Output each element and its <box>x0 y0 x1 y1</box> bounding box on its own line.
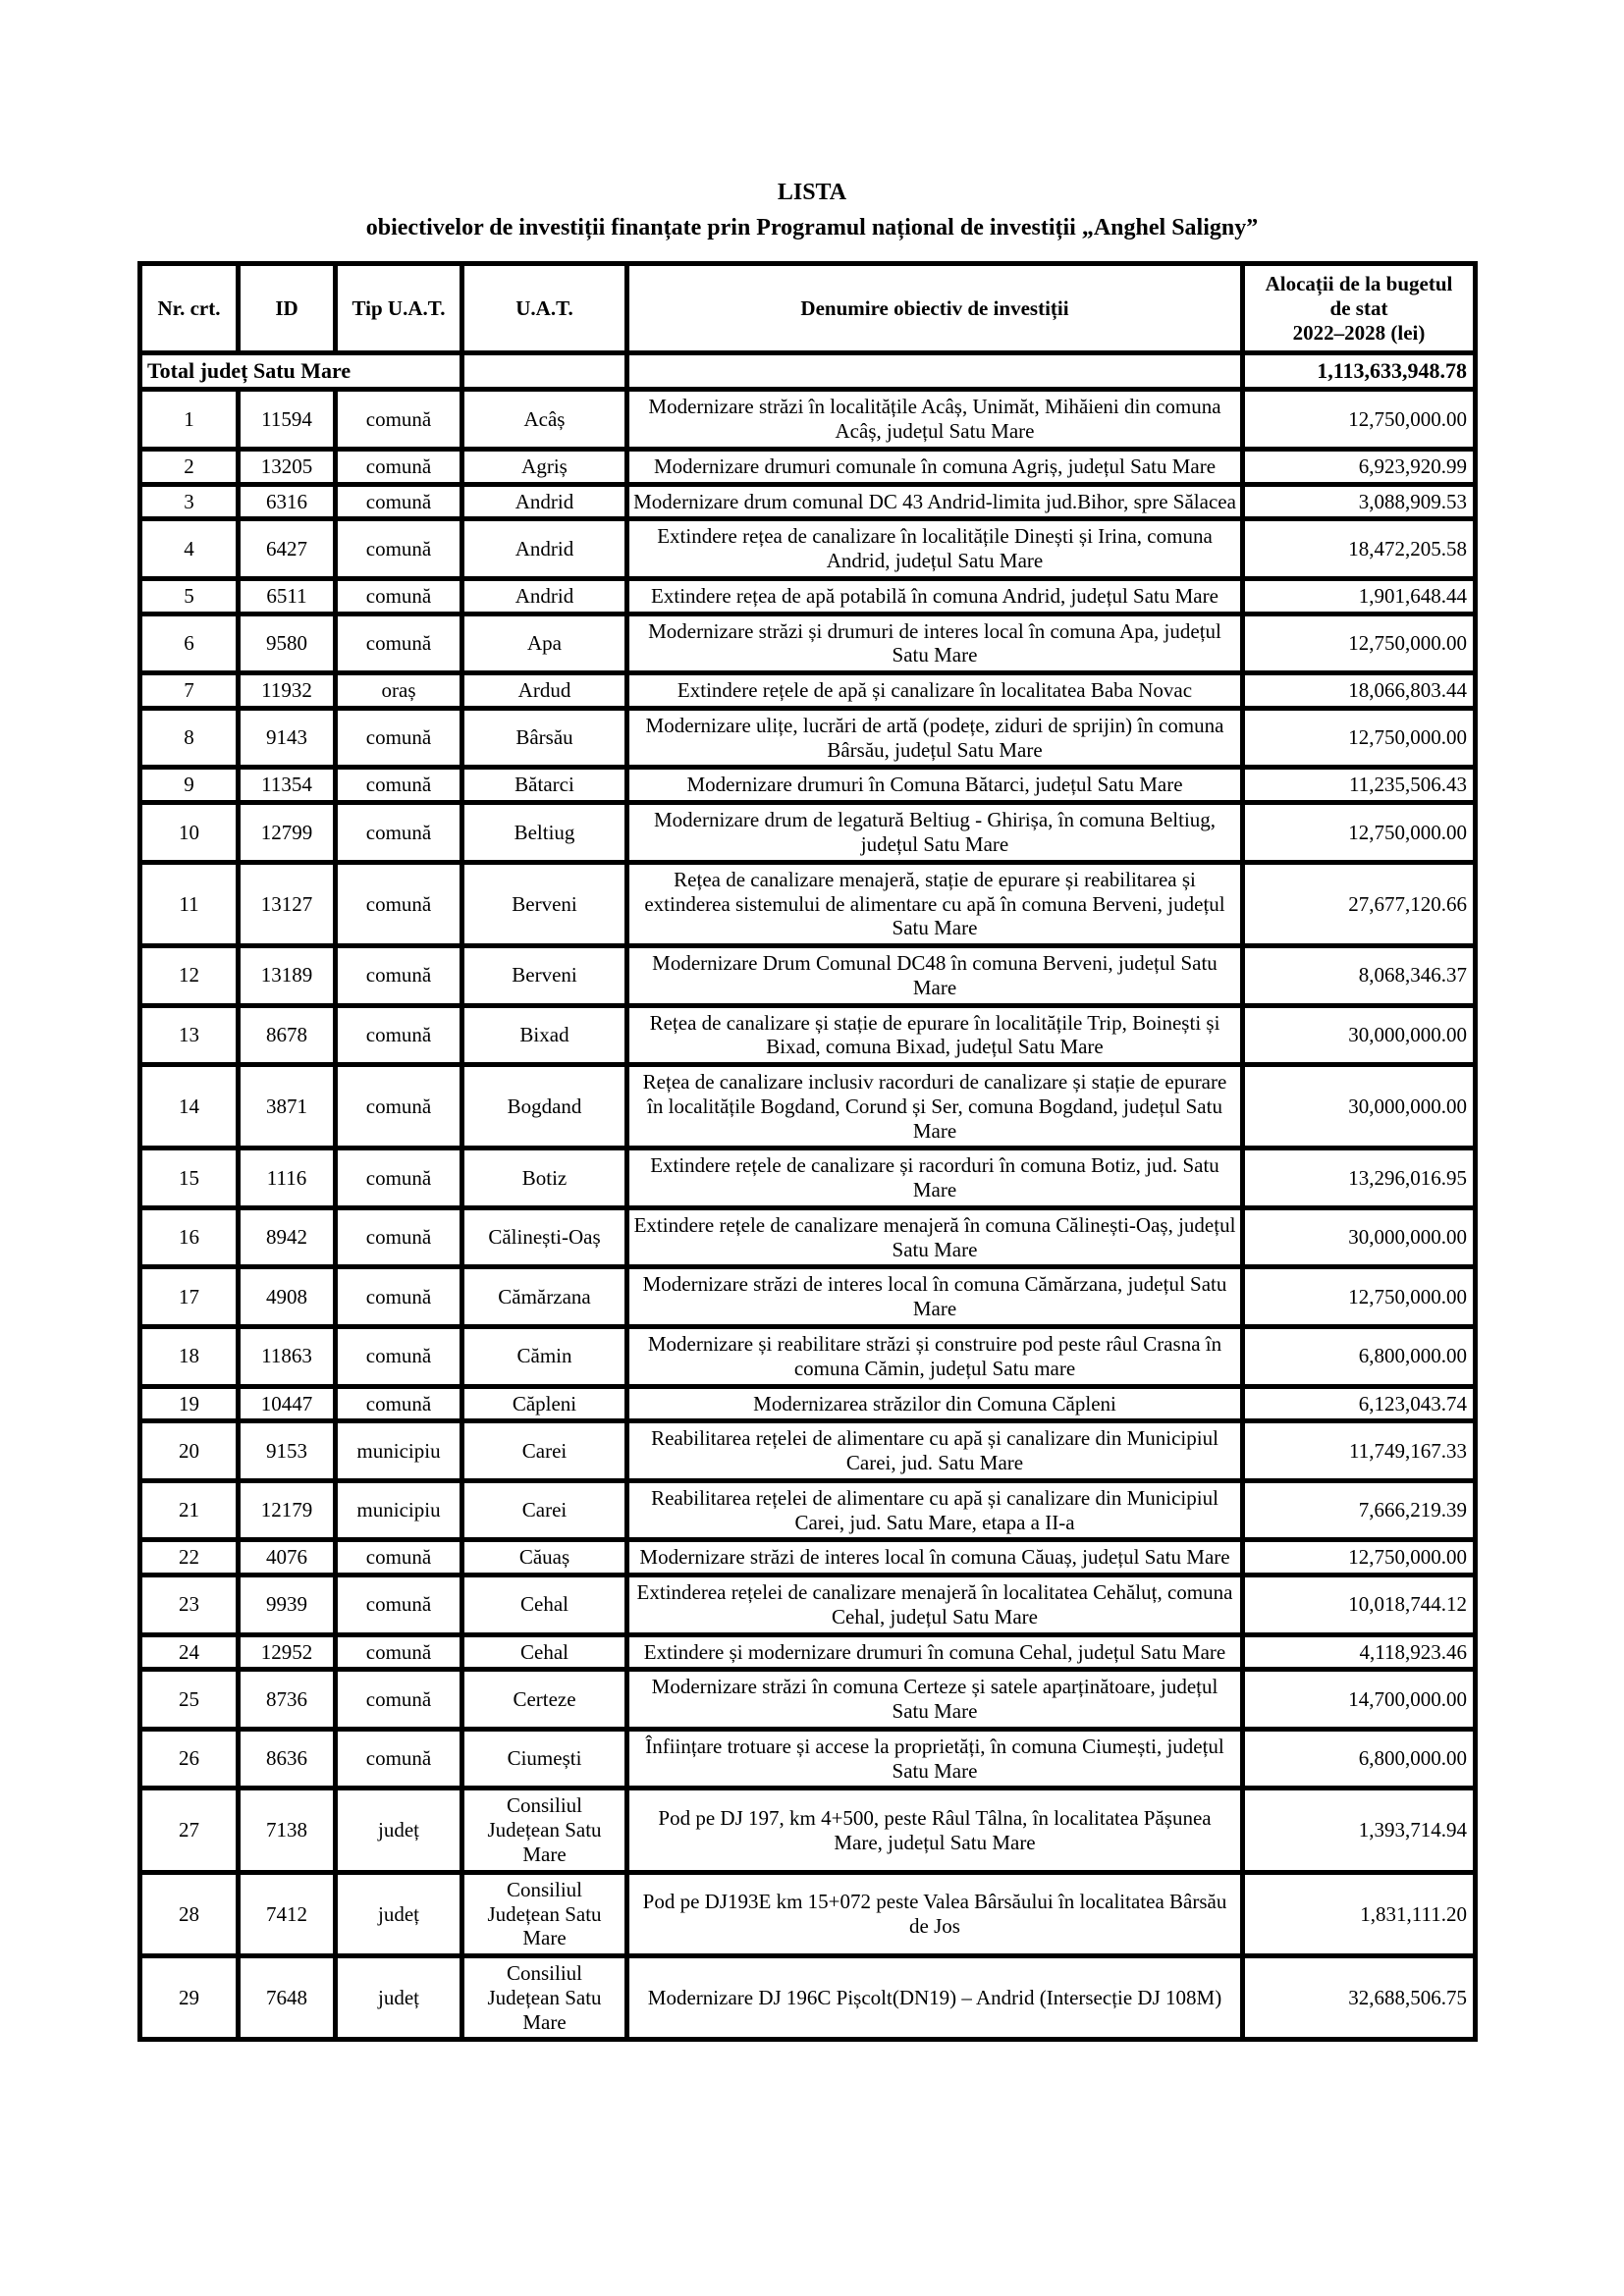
cell-amount: 10,018,744.12 <box>1243 1575 1476 1635</box>
cell-denumire: Modernizarea străzilor din Comuna Căpleni <box>627 1386 1243 1421</box>
cell-denumire: Extindere și modernizare drumuri în comuna Cehal, județul Satu Mare <box>627 1634 1243 1670</box>
cell-denumire: Extindere rețea de apă potabilă în comuna Andrid, județul Satu Mare <box>627 578 1243 614</box>
cell-id: 9580 <box>239 614 336 673</box>
cell-uat: Bixad <box>462 1005 627 1065</box>
cell-uat: Călinești-Oaș <box>462 1207 627 1267</box>
investments-table <box>137 261 1478 2042</box>
cell-uat: Certeze <box>462 1670 627 1730</box>
header-nr-crt: Nr. crt. <box>140 264 239 353</box>
cell-denumire: Rețea de canalizare și stație de epurare în localitățile Trip, Boinești și Bixad, comuna Bixad, județul Satu Mare <box>627 1005 1243 1065</box>
cell-denumire: Modernizare străzi și drumuri de interes local în comuna Apa, județul Satu Mare <box>627 614 1243 673</box>
cell-tip-uat: comună <box>336 862 462 945</box>
cell-tip-uat: municipiu <box>336 1480 462 1540</box>
cell-denumire: Reabilitarea rețelei de alimentare cu apă și canalizare din Municipiul Carei, jud. Satu Mare <box>627 1421 1243 1481</box>
cell-id: 7648 <box>239 1956 336 2040</box>
cell-amount: 6,800,000.00 <box>1243 1326 1476 1386</box>
cell-amount: 11,235,506.43 <box>1243 768 1476 803</box>
cell-tip-uat: comună <box>336 1670 462 1730</box>
cell-denumire: Extindere rețele de canalizare și racorduri în comuna Botiz, jud. Satu Mare <box>627 1148 1243 1208</box>
cell-amount: 30,000,000.00 <box>1243 1207 1476 1267</box>
cell-tip-uat: comună <box>336 519 462 579</box>
cell-tip-uat: municipiu <box>336 1421 462 1481</box>
total-label: Total județ Satu Mare <box>140 353 462 390</box>
cell-amount: 12,750,000.00 <box>1243 1267 1476 1327</box>
cell-id: 9143 <box>239 708 336 768</box>
cell-nr: 17 <box>140 1267 239 1327</box>
cell-tip-uat: comună <box>336 1005 462 1065</box>
table-row <box>140 614 1476 673</box>
cell-id: 11932 <box>239 673 336 709</box>
header-denumire: Denumire obiectiv de investiții <box>627 264 1243 353</box>
cell-id: 6427 <box>239 519 336 579</box>
table-row <box>140 1729 1476 1789</box>
cell-tip-uat: comună <box>336 1207 462 1267</box>
table-row <box>140 1670 1476 1730</box>
cell-denumire: Extindere rețele de canalizare menajeră în comuna Călinești-Oaș, județul Satu Mare <box>627 1207 1243 1267</box>
cell-id: 13189 <box>239 946 336 1006</box>
cell-nr: 26 <box>140 1729 239 1789</box>
cell-uat: Carei <box>462 1480 627 1540</box>
cell-uat: Căpleni <box>462 1386 627 1421</box>
cell-amount: 30,000,000.00 <box>1243 1005 1476 1065</box>
cell-nr: 7 <box>140 673 239 709</box>
table-row <box>140 673 1476 709</box>
cell-tip-uat: județ <box>336 1789 462 1872</box>
cell-denumire: Înființare trotuare și accese la proprietăți, în comuna Ciumești, județul Satu Mare <box>627 1729 1243 1789</box>
cell-uat: Căuaș <box>462 1540 627 1575</box>
table-row <box>140 803 1476 863</box>
cell-tip-uat: comună <box>336 1148 462 1208</box>
table-row <box>140 578 1476 614</box>
cell-uat: Berveni <box>462 862 627 945</box>
table-row <box>140 1386 1476 1421</box>
cell-nr: 8 <box>140 708 239 768</box>
cell-uat: Cămărzana <box>462 1267 627 1327</box>
table-row <box>140 1480 1476 1540</box>
cell-denumire: Modernizare drumuri comunale în comuna Agriș, județul Satu Mare <box>627 449 1243 484</box>
cell-amount: 12,750,000.00 <box>1243 390 1476 450</box>
cell-id: 4908 <box>239 1267 336 1327</box>
cell-amount: 11,749,167.33 <box>1243 1421 1476 1481</box>
cell-tip-uat: comună <box>336 1065 462 1148</box>
cell-tip-uat: comună <box>336 708 462 768</box>
cell-nr: 28 <box>140 1872 239 1955</box>
cell-tip-uat: comună <box>336 614 462 673</box>
cell-nr: 20 <box>140 1421 239 1481</box>
cell-id: 8636 <box>239 1729 336 1789</box>
cell-id: 12179 <box>239 1480 336 1540</box>
cell-tip-uat: comună <box>336 1540 462 1575</box>
cell-nr: 11 <box>140 862 239 945</box>
cell-id: 7138 <box>239 1789 336 1872</box>
table-row <box>140 1065 1476 1148</box>
cell-amount: 6,123,043.74 <box>1243 1386 1476 1421</box>
cell-tip-uat: comună <box>336 1386 462 1421</box>
cell-denumire: Modernizare străzi de interes local în comuna Cămărzana, județul Satu Mare <box>627 1267 1243 1327</box>
cell-uat: Bătarci <box>462 768 627 803</box>
total-row <box>140 353 1476 390</box>
cell-nr: 13 <box>140 1005 239 1065</box>
cell-uat: Ardud <box>462 673 627 709</box>
total-empty-uat <box>462 353 627 390</box>
cell-tip-uat: comună <box>336 1634 462 1670</box>
header-uat: U.A.T. <box>462 264 627 353</box>
cell-denumire: Modernizare Drum Comunal DC48 în comuna Berveni, județul Satu Mare <box>627 946 1243 1006</box>
total-empty-denumire <box>627 353 1243 390</box>
cell-nr: 18 <box>140 1326 239 1386</box>
cell-nr: 22 <box>140 1540 239 1575</box>
cell-tip-uat: comună <box>336 484 462 519</box>
cell-id: 9153 <box>239 1421 336 1481</box>
cell-amount: 12,750,000.00 <box>1243 708 1476 768</box>
table-row <box>140 1267 1476 1327</box>
cell-id: 11354 <box>239 768 336 803</box>
cell-id: 8736 <box>239 1670 336 1730</box>
table-row <box>140 390 1476 450</box>
cell-id: 8942 <box>239 1207 336 1267</box>
table-row <box>140 1540 1476 1575</box>
cell-uat: Acâș <box>462 390 627 450</box>
cell-uat: Consiliul Județean Satu Mare <box>462 1789 627 1872</box>
cell-denumire: Modernizare străzi de interes local în comuna Căuaș, județul Satu Mare <box>627 1540 1243 1575</box>
cell-amount: 30,000,000.00 <box>1243 1065 1476 1148</box>
cell-nr: 2 <box>140 449 239 484</box>
cell-nr: 3 <box>140 484 239 519</box>
cell-amount: 6,923,920.99 <box>1243 449 1476 484</box>
cell-id: 11594 <box>239 390 336 450</box>
cell-nr: 4 <box>140 519 239 579</box>
cell-uat: Andrid <box>462 484 627 519</box>
cell-nr: 21 <box>140 1480 239 1540</box>
table-row <box>140 484 1476 519</box>
cell-tip-uat: comună <box>336 1267 462 1327</box>
cell-uat: Botiz <box>462 1148 627 1208</box>
header-alocatii-line-3: 2022–2028 (lei) <box>1292 320 1426 345</box>
cell-uat: Cămin <box>462 1326 627 1386</box>
cell-uat: Consiliul Județean Satu Mare <box>462 1872 627 1955</box>
cell-tip-uat: județ <box>336 1956 462 2040</box>
cell-amount: 8,068,346.37 <box>1243 946 1476 1006</box>
cell-tip-uat: comună <box>336 1326 462 1386</box>
cell-nr: 12 <box>140 946 239 1006</box>
cell-uat: Andrid <box>462 578 627 614</box>
table-row <box>140 1956 1476 2040</box>
table-row <box>140 1326 1476 1386</box>
cell-id: 8678 <box>239 1005 336 1065</box>
cell-id: 12952 <box>239 1634 336 1670</box>
cell-uat: Carei <box>462 1421 627 1481</box>
cell-amount: 6,800,000.00 <box>1243 1729 1476 1789</box>
table-row <box>140 1789 1476 1872</box>
cell-tip-uat: comună <box>336 1575 462 1635</box>
cell-id: 3871 <box>239 1065 336 1148</box>
cell-denumire: Reabilitarea rețelei de alimentare cu apă și canalizare din Municipiul Carei, jud. Satu Mare, etapa a II-a <box>627 1480 1243 1540</box>
cell-uat: Berveni <box>462 946 627 1006</box>
cell-nr: 5 <box>140 578 239 614</box>
cell-uat: Bârsău <box>462 708 627 768</box>
cell-nr: 6 <box>140 614 239 673</box>
table-row <box>140 708 1476 768</box>
header-id: ID <box>239 264 336 353</box>
cell-uat: Andrid <box>462 519 627 579</box>
cell-uat: Cehal <box>462 1575 627 1635</box>
cell-tip-uat: oraș <box>336 673 462 709</box>
cell-id: 7412 <box>239 1872 336 1955</box>
cell-nr: 10 <box>140 803 239 863</box>
cell-amount: 12,750,000.00 <box>1243 1540 1476 1575</box>
cell-id: 9939 <box>239 1575 336 1635</box>
cell-amount: 32,688,506.75 <box>1243 1956 1476 2040</box>
table-row <box>140 1634 1476 1670</box>
cell-nr: 23 <box>140 1575 239 1635</box>
cell-denumire: Modernizare străzi în localitățile Acâș, Unimăt, Mihăieni din comuna Acâș, județul Satu Mare <box>627 390 1243 450</box>
cell-id: 11863 <box>239 1326 336 1386</box>
table-row <box>140 519 1476 579</box>
cell-denumire: Extinderea rețelei de canalizare menajeră în localitatea Cehăluț, comuna Cehal, județul Satu Mare <box>627 1575 1243 1635</box>
cell-nr: 29 <box>140 1956 239 2040</box>
cell-denumire: Modernizare drumuri în Comuna Bătarci, județul Satu Mare <box>627 768 1243 803</box>
header-alocatii <box>1243 264 1476 353</box>
cell-id: 10447 <box>239 1386 336 1421</box>
cell-nr: 15 <box>140 1148 239 1208</box>
cell-id: 12799 <box>239 803 336 863</box>
cell-denumire: Modernizare ulițe, lucrări de artă (podețe, ziduri de sprijin) în comuna Bârsău, județul Satu Mare <box>627 708 1243 768</box>
cell-id: 6316 <box>239 484 336 519</box>
cell-amount: 3,088,909.53 <box>1243 484 1476 519</box>
cell-uat: Beltiug <box>462 803 627 863</box>
cell-nr: 24 <box>140 1634 239 1670</box>
table-row <box>140 1575 1476 1635</box>
cell-uat: Bogdand <box>462 1065 627 1148</box>
cell-tip-uat: comună <box>336 803 462 863</box>
header-row <box>140 264 1476 353</box>
cell-nr: 19 <box>140 1386 239 1421</box>
total-amount: 1,113,633,948.78 <box>1243 353 1476 390</box>
table-row <box>140 946 1476 1006</box>
table-row <box>140 1005 1476 1065</box>
cell-denumire: Modernizare drum de legatură Beltiug - Ghirișa, în comuna Beltiug, județul Satu Mare <box>627 803 1243 863</box>
cell-nr: 27 <box>140 1789 239 1872</box>
cell-denumire: Pod pe DJ 197, km 4+500, peste Râul Tâlna, în localitatea Pășunea Mare, județul Satu Mare <box>627 1789 1243 1872</box>
cell-tip-uat: comună <box>336 449 462 484</box>
header-alocatii-line-1: Alocații de la bugetul <box>1265 272 1453 295</box>
cell-denumire: Extindere rețea de canalizare în localitățile Dinești și Irina, comuna Andrid, județul Satu Mare <box>627 519 1243 579</box>
cell-nr: 25 <box>140 1670 239 1730</box>
cell-id: 6511 <box>239 578 336 614</box>
title-line-1: LISTA <box>777 180 847 205</box>
cell-amount: 1,831,111.20 <box>1243 1872 1476 1955</box>
cell-tip-uat: județ <box>336 1872 462 1955</box>
cell-amount: 18,472,205.58 <box>1243 519 1476 579</box>
cell-amount: 18,066,803.44 <box>1243 673 1476 709</box>
table-row <box>140 1421 1476 1481</box>
cell-uat: Cehal <box>462 1634 627 1670</box>
cell-denumire: Pod pe DJ193E km 15+072 peste Valea Bârsăului în localitatea Bârsău de Jos <box>627 1872 1243 1955</box>
cell-id: 4076 <box>239 1540 336 1575</box>
cell-uat: Agriș <box>462 449 627 484</box>
table-row <box>140 449 1476 484</box>
cell-denumire: Modernizare și reabilitare străzi și construire pod peste râul Crasna în comuna Cămin, județul Satu mare <box>627 1326 1243 1386</box>
table-row <box>140 1148 1476 1208</box>
cell-amount: 12,750,000.00 <box>1243 803 1476 863</box>
cell-denumire: Rețea de canalizare menajeră, stație de epurare și reabilitarea și extinderea sistemului de alimentare cu apă în comuna Berveni, județul Satu Mare <box>627 862 1243 945</box>
cell-id: 13127 <box>239 862 336 945</box>
cell-nr: 9 <box>140 768 239 803</box>
cell-amount: 1,901,648.44 <box>1243 578 1476 614</box>
cell-id: 1116 <box>239 1148 336 1208</box>
cell-tip-uat: comună <box>336 578 462 614</box>
cell-amount: 12,750,000.00 <box>1243 614 1476 673</box>
cell-tip-uat: comună <box>336 946 462 1006</box>
header-tip-uat: Tip U.A.T. <box>336 264 462 353</box>
cell-amount: 4,118,923.46 <box>1243 1634 1476 1670</box>
header-alocatii-line-2: de stat <box>1329 295 1388 320</box>
cell-nr: 16 <box>140 1207 239 1267</box>
cell-amount: 14,700,000.00 <box>1243 1670 1476 1730</box>
cell-amount: 27,677,120.66 <box>1243 862 1476 945</box>
cell-uat: Apa <box>462 614 627 673</box>
cell-amount: 1,393,714.94 <box>1243 1789 1476 1872</box>
cell-denumire: Modernizare drum comunal DC 43 Andrid-limita jud.Bihor, spre Sălacea <box>627 484 1243 519</box>
cell-denumire: Extindere rețele de apă și canalizare în localitatea Baba Novac <box>627 673 1243 709</box>
cell-nr: 1 <box>140 390 239 450</box>
cell-amount: 7,666,219.39 <box>1243 1480 1476 1540</box>
table-row <box>140 1207 1476 1267</box>
cell-denumire: Rețea de canalizare inclusiv racorduri de canalizare și stație de epurare în localitățile Bogdand, Corund și Ser, comuna Bogdand, județul Satu Mare <box>627 1065 1243 1148</box>
table-body <box>140 353 1476 2040</box>
cell-uat: Ciumești <box>462 1729 627 1789</box>
cell-denumire: Modernizare DJ 196C Pișcolt(DN19) – Andrid (Intersecție DJ 108M) <box>627 1956 1243 2040</box>
cell-uat: Consiliul Județean Satu Mare <box>462 1956 627 2040</box>
cell-tip-uat: comună <box>336 768 462 803</box>
cell-denumire: Modernizare străzi în comuna Certeze și satele aparținătoare, județul Satu Mare <box>627 1670 1243 1730</box>
table-row <box>140 1872 1476 1955</box>
table-row <box>140 768 1476 803</box>
title-line-2: obiectivelor de investiții finanțate prin Programul național de investiții „Anghel Saligny” <box>365 215 1259 240</box>
cell-tip-uat: comună <box>336 390 462 450</box>
cell-tip-uat: comună <box>336 1729 462 1789</box>
table-row <box>140 862 1476 945</box>
cell-amount: 13,296,016.95 <box>1243 1148 1476 1208</box>
cell-id: 13205 <box>239 449 336 484</box>
cell-nr: 14 <box>140 1065 239 1148</box>
document-title <box>0 175 1624 245</box>
